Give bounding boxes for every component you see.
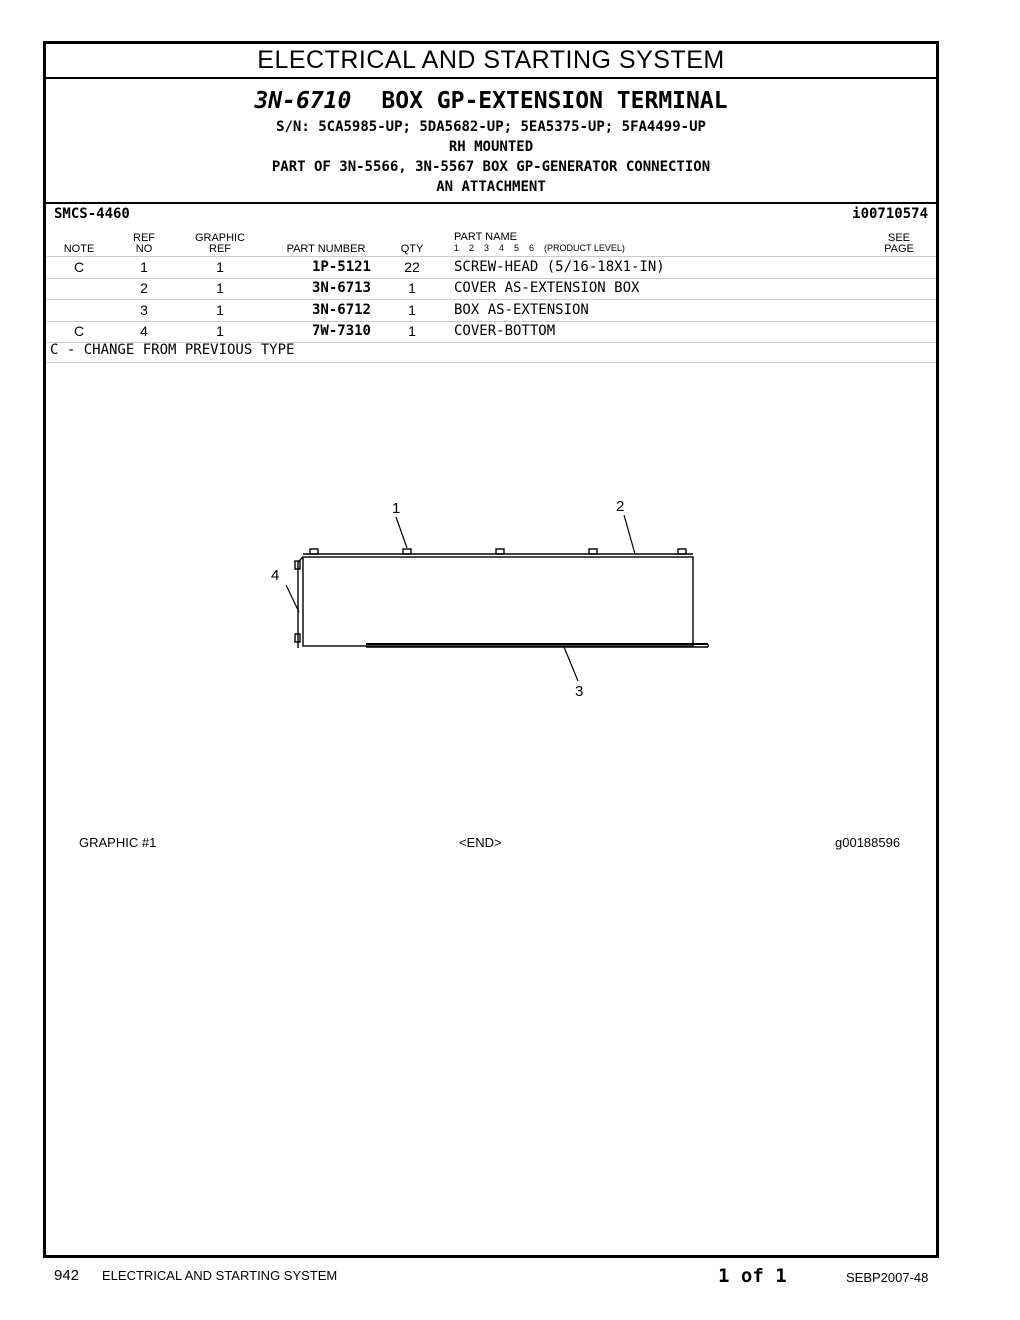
callout-3: 3 bbox=[575, 683, 584, 700]
col-see-bottom: PAGE bbox=[884, 243, 914, 255]
row-graphic-ref: 1 bbox=[216, 280, 224, 296]
serial-range: S/N: 5CA5985-UP; 5DA5682-UP; 5EA5375-UP; 5FA4499-UP bbox=[276, 119, 706, 135]
col-ref-top: REF bbox=[133, 232, 155, 244]
leader-line bbox=[624, 515, 635, 554]
row-ref-no: 2 bbox=[140, 280, 148, 296]
heading-part-name: BOX GP-EXTENSION TERMINAL bbox=[381, 88, 728, 114]
row-qty: 1 bbox=[408, 280, 416, 296]
row-ref-no: 3 bbox=[140, 302, 148, 318]
col-product-levels: 1 2 3 4 5 6 (PRODUCT LEVEL) bbox=[454, 243, 625, 253]
screw-head bbox=[496, 549, 504, 554]
screw-head bbox=[589, 549, 597, 554]
page-count: 1 of 1 bbox=[718, 1265, 787, 1287]
row-ref-no: 1 bbox=[140, 259, 148, 275]
row-part-number: 1P-5121 bbox=[311, 259, 371, 275]
parts-illustration bbox=[46, 44, 936, 1255]
screw-head bbox=[678, 549, 686, 554]
mounting-note: RH MOUNTED bbox=[448, 139, 534, 155]
callout-2: 2 bbox=[616, 498, 625, 515]
smcs-code: SMCS-4460 bbox=[54, 206, 130, 222]
callout-4: 4 bbox=[271, 567, 280, 584]
row-qty: 1 bbox=[408, 302, 416, 318]
leader-line bbox=[286, 585, 299, 612]
section-title: ELECTRICAL AND STARTING SYSTEM bbox=[46, 44, 936, 79]
screw-head bbox=[403, 549, 411, 554]
row-qty: 1 bbox=[408, 323, 416, 339]
row-part-number: 3N-6712 bbox=[311, 302, 371, 318]
footer-section: ELECTRICAL AND STARTING SYSTEM bbox=[102, 1268, 338, 1283]
row-part-name: SCREW-HEAD (5/16-18X1-IN) bbox=[454, 259, 665, 275]
heading-part-number: 3N-6710 bbox=[254, 88, 352, 114]
row-graphic-ref: 1 bbox=[216, 323, 224, 339]
change-footnote: C - CHANGE FROM PREVIOUS TYPE bbox=[50, 342, 295, 358]
leader-line bbox=[396, 517, 407, 548]
extension-box-body bbox=[303, 557, 693, 646]
col-gref-bottom: REF bbox=[209, 243, 231, 255]
page-number: 942 bbox=[54, 1267, 80, 1284]
row-part-name: COVER AS-EXTENSION BOX bbox=[454, 280, 640, 296]
leader-line bbox=[564, 647, 578, 681]
graphic-id: g00188596 bbox=[835, 835, 901, 850]
row-graphic-ref: 1 bbox=[216, 259, 224, 275]
screw-head bbox=[310, 549, 318, 554]
col-part-number: PART NUMBER bbox=[286, 243, 366, 255]
col-ref-bottom: NO bbox=[135, 243, 153, 255]
row-part-name: BOX AS-EXTENSION bbox=[454, 302, 589, 318]
col-note: NOTE bbox=[63, 243, 95, 255]
col-part-name: PART NAME bbox=[454, 231, 517, 243]
end-marker: <END> bbox=[459, 835, 502, 850]
row-ref-no: 4 bbox=[140, 323, 148, 339]
attachment-note: AN ATTACHMENT bbox=[436, 179, 546, 195]
row-part-name: COVER-BOTTOM bbox=[454, 323, 556, 339]
row-graphic-ref: 1 bbox=[216, 302, 224, 318]
row-part-number: 7W-7310 bbox=[311, 323, 371, 339]
page-frame bbox=[43, 41, 939, 1258]
col-qty: QTY bbox=[400, 243, 424, 255]
row-note: C bbox=[73, 259, 85, 275]
row-note: C bbox=[73, 323, 85, 339]
part-of-note: PART OF 3N-5566, 3N-5567 BOX GP-GENERATOR CONNECTION bbox=[271, 159, 711, 175]
graphic-label: GRAPHIC #1 bbox=[79, 835, 157, 850]
col-gref-top: GRAPHIC bbox=[194, 232, 246, 244]
document-number: SEBP2007-48 bbox=[846, 1270, 929, 1285]
illustration-id: i00710574 bbox=[852, 206, 928, 222]
row-part-number: 3N-6713 bbox=[311, 280, 371, 296]
row-qty: 22 bbox=[404, 259, 420, 275]
callout-1: 1 bbox=[392, 500, 401, 517]
col-see-top: SEE bbox=[887, 232, 910, 244]
